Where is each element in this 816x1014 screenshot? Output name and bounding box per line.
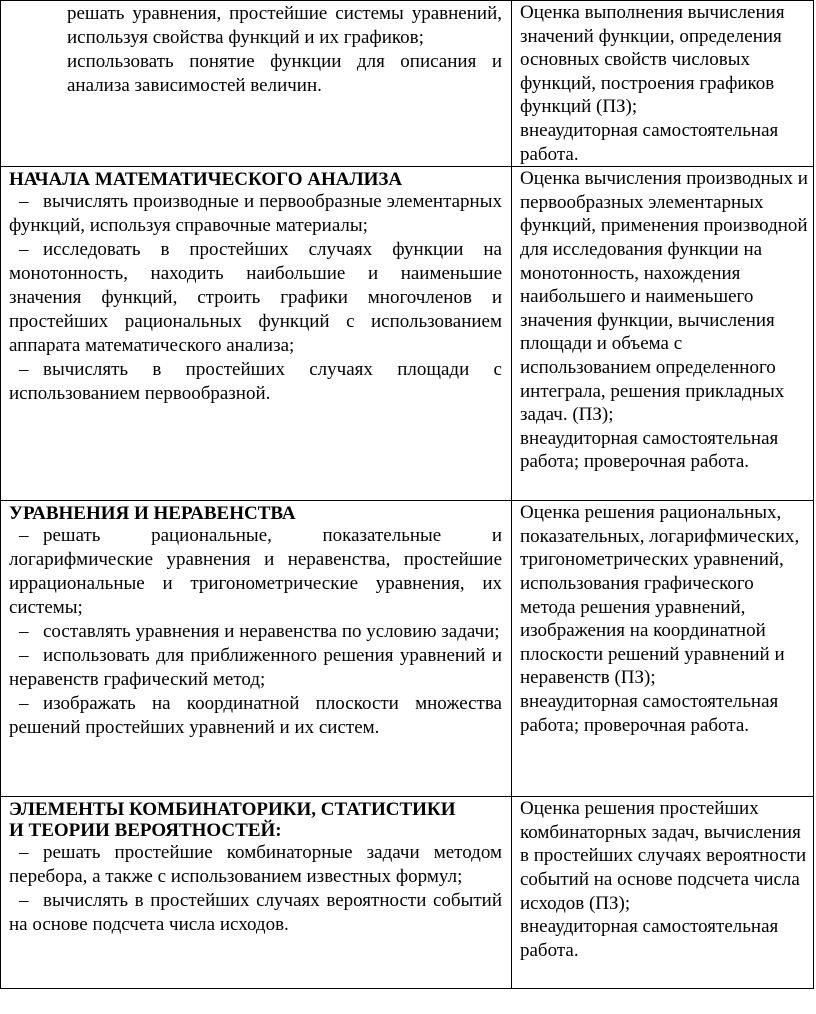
assessment-text: внеаудиторная самостоятельная работа. <box>520 119 779 165</box>
assessment-text: внеаудиторная самостоятельная работа; проверочная работа. <box>520 690 779 736</box>
skill-item: – вычислять в простейших случаях площади с использованием первообразной. <box>9 359 502 405</box>
dash-bullet: – <box>19 239 29 261</box>
skills-cell <box>1 167 512 501</box>
dash-bullet: – <box>19 621 29 643</box>
dash-bullet: – <box>19 693 29 715</box>
skill-item: – вычислять производные и первообразные элементарных функций, используя справочные материалы; <box>9 191 502 237</box>
section-heading: УРАВНЕНИЯ И НЕРАВЕНСТВА <box>9 503 296 525</box>
skill-item: – использовать для приближенного решения уравнений и неравенств графический метод; <box>9 645 502 691</box>
table-row <box>1 501 814 797</box>
dash-bullet: – <box>19 191 29 213</box>
skill-item: – исследовать в простейших случаях функции на монотонность, находить наибольшие и наименьшие значения функций, строить графики многочленов и простейших рациональных функций с использованием аппарата математического анализа; <box>9 239 502 357</box>
section-heading: ЭЛЕМЕНТЫ КОМБИНАТОРИКИ, СТАТИСТИКИ И ТЕОРИИ ВЕРОЯТНОСТЕЙ: <box>9 799 456 842</box>
table-row <box>1 1 814 167</box>
dash-bullet: – <box>19 842 29 864</box>
skills-cell <box>1 797 512 989</box>
skill-item: – решать простейшие комбинаторные задачи методом перебора, а также с использованием известных формул; <box>9 842 502 888</box>
assessment-cell <box>512 167 814 501</box>
table-row <box>1 167 814 501</box>
assessment-text: Оценка выполнения вычисления значений функции, определения основных свойств числовых функций, построения графиков функций (ПЗ); <box>520 2 785 118</box>
section-heading: НАЧАЛА МАТЕМАТИЧЕСКОГО АНАЛИЗА <box>9 169 403 191</box>
skills-cell <box>1 1 512 167</box>
dash-bullet: – <box>19 645 29 667</box>
skill-item: использовать понятие функции для описания и анализа зависимостей величин. <box>9 50 502 98</box>
assessment-text: Оценка решения простейших комбинаторных задач, вычисления в простейших случаях вероятности событий на основе подсчета числа исходов (ПЗ); <box>520 798 807 914</box>
skill-item: решать уравнения, простейшие системы уравнений, используя свойства функций и их графиков; <box>9 2 502 50</box>
dash-bullet <box>9 50 67 74</box>
dash-bullet: – <box>19 525 29 547</box>
dash-bullet: – <box>19 890 29 912</box>
assessment-text: Оценка вычисления производных и первообразных элементарных функций, применения производной для исследования функции на монотонность, нахождения наибольшего и наименьшего значения функции, вычисления площади и объема с использованием определенного интеграла, решения прикладных задач. (ПЗ); <box>520 168 808 426</box>
skill-item: – изображать на координатной плоскости множества решений простейших уравнений и их систем. <box>9 693 502 739</box>
skill-item: – решать рациональные, показательные и логарифмические уравнения и неравенства, простейшие иррациональные и тригонометрические уравнения, их системы; <box>9 525 502 619</box>
dash-bullet: – <box>19 359 29 381</box>
assessment-cell <box>512 1 814 167</box>
assessment-cell <box>512 797 814 989</box>
skills-cell <box>1 501 512 797</box>
assessment-text: внеаудиторная самостоятельная работа. <box>520 916 779 961</box>
skill-item: – вычислять в простейших случаях вероятности событий на основе подсчета числа исходов. <box>9 890 502 936</box>
assessment-cell <box>512 501 814 797</box>
assessment-text: Оценка решения рациональных, показательных, логарифмических, тригонометрических уравнений, использования графического метода решения уравнений, изображения на координатной плоскости решений уравнений и неравенств (ПЗ); <box>520 502 800 689</box>
dash-bullet <box>9 2 67 26</box>
assessment-text: внеаудиторная самостоятельная работа; проверочная работа. <box>520 427 779 473</box>
table-row <box>1 797 814 989</box>
skill-item: – составлять уравнения и неравенства по условию задачи; <box>9 620 502 644</box>
